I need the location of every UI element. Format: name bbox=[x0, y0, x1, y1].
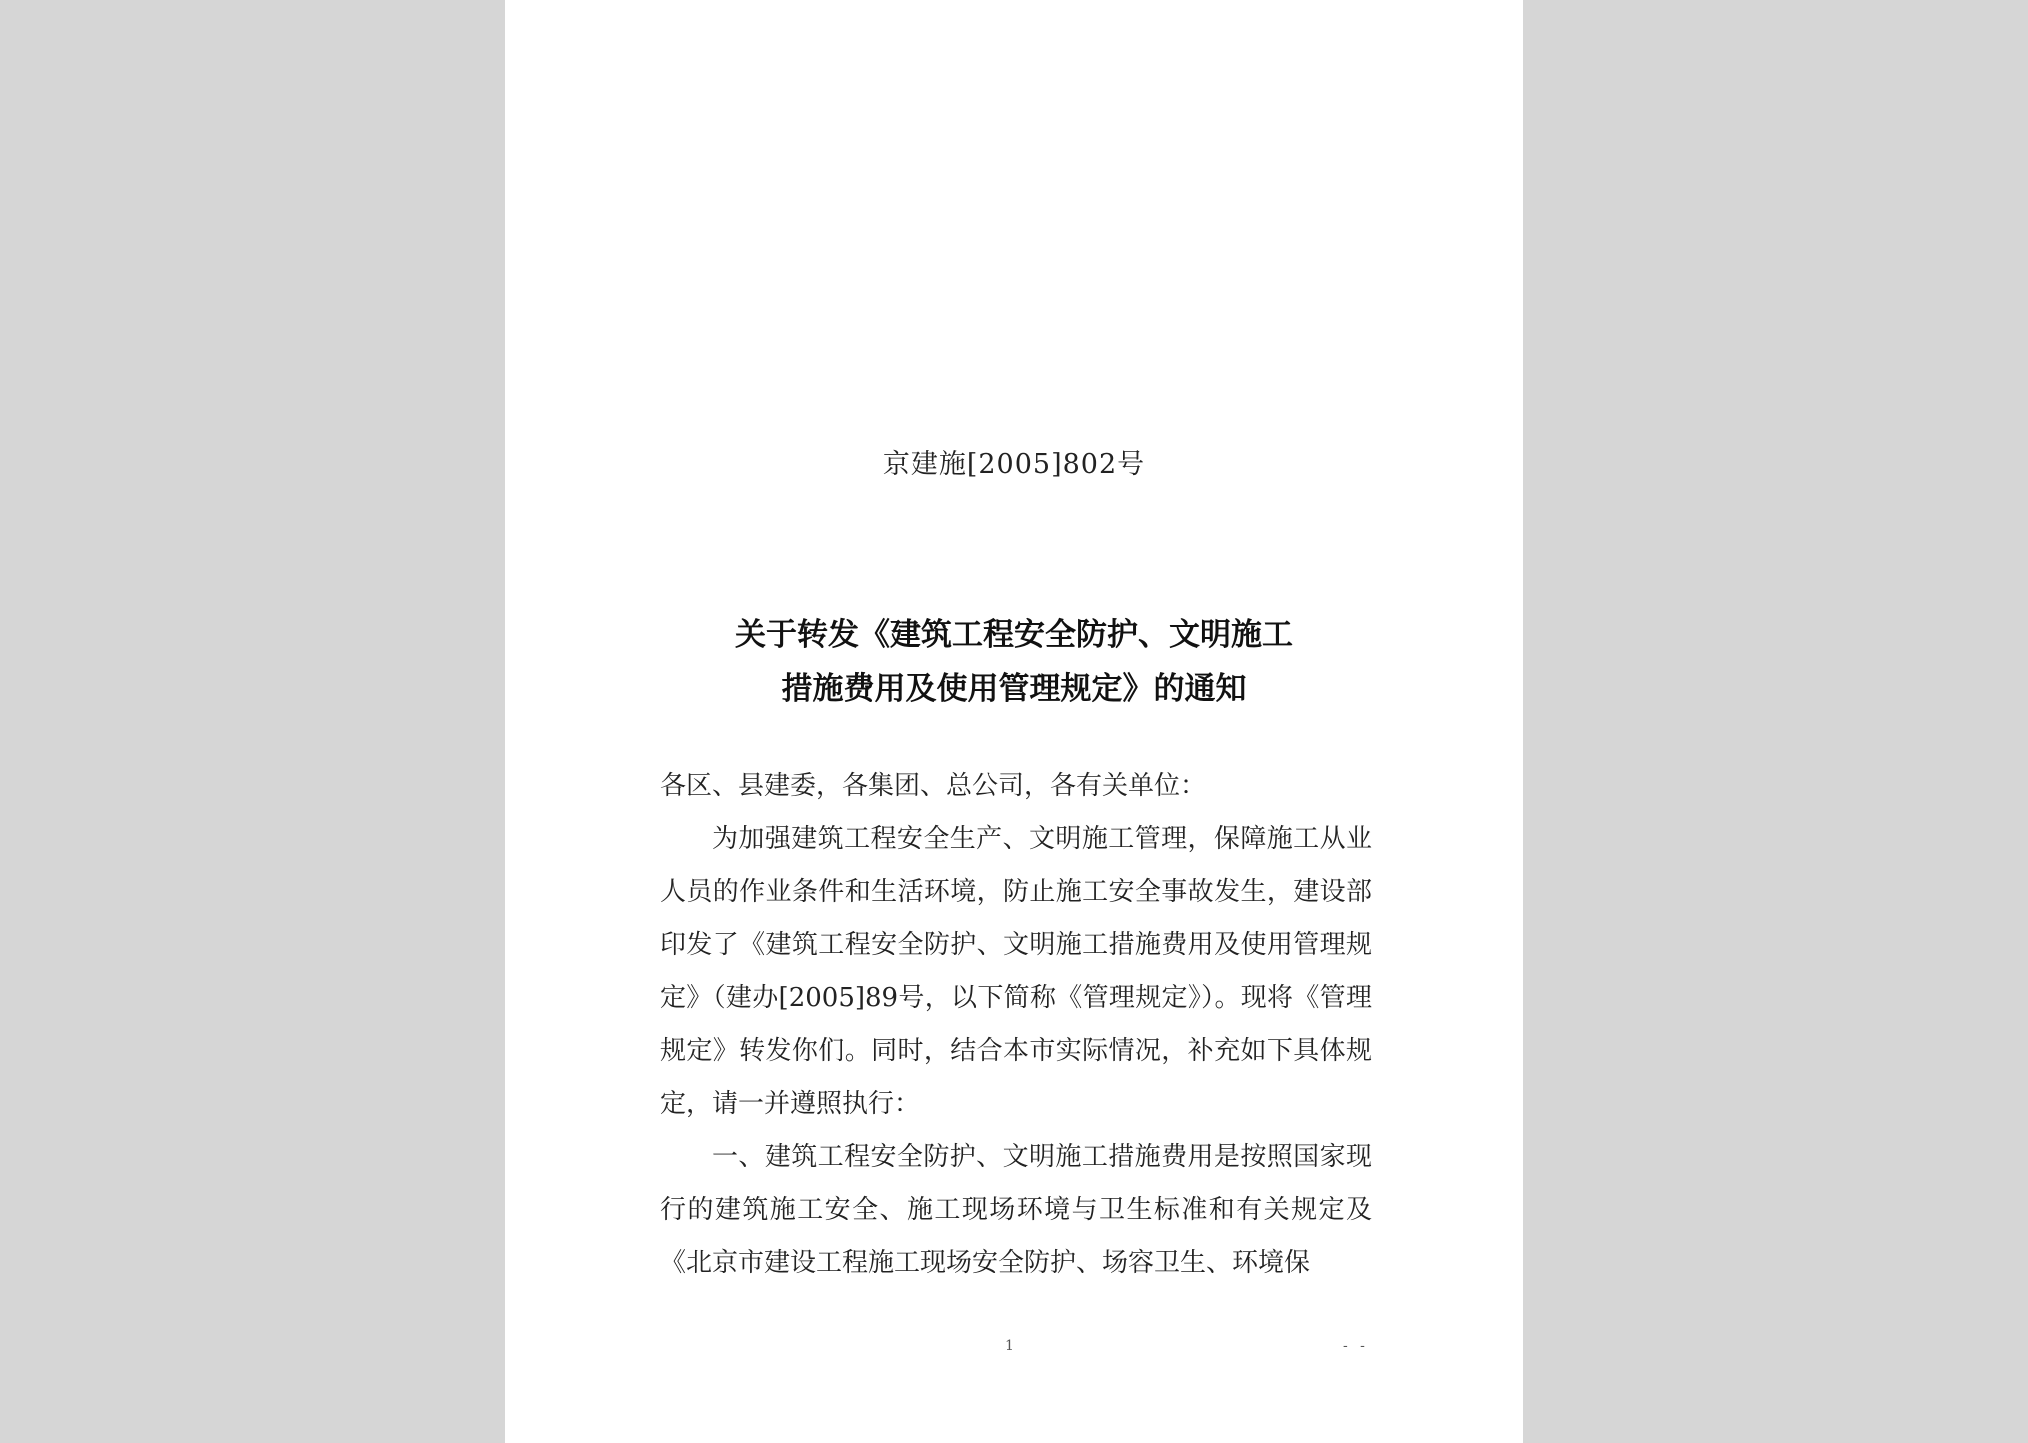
paragraph-intro: 为加强建筑工程安全生产、文明施工管理，保障施工从业人员的作业条件和生活环境，防止施工安全事故发生，建设部印发了《建筑工程安全防护、文明施工措施费用及使用管理规定》（建办[2005]89号，以下简称《管理规定》）。现将《管理规定》转发你们。同时，结合本市实际情况，补充如下具体规定，请一并遵照执行： bbox=[660, 824, 1372, 1119]
document-page bbox=[505, 0, 1523, 1443]
document-number: 京建施[2005]802号 bbox=[882, 449, 1146, 480]
salutation: 各区、县建委，各集团、总公司，各有关单位： bbox=[660, 771, 1207, 801]
title-line-1: 关于转发《建筑工程安全防护、文明施工 bbox=[735, 617, 1293, 653]
page-number: 1 bbox=[1005, 1338, 1014, 1354]
document-body bbox=[660, 760, 1372, 1290]
paragraph-item-1: 一、建筑工程安全防护、文明施工措施费用是按照国家现行的建筑施工安全、施工现场环境与卫生标准和有关规定及《北京市建设工程施工现场安全防护、场容卫生、环境保 bbox=[660, 1142, 1372, 1278]
title-line-2: 措施费用及使用管理规定》的通知 bbox=[781, 671, 1247, 707]
footer-mark: - - bbox=[1343, 1338, 1369, 1354]
document-title bbox=[505, 608, 1523, 716]
